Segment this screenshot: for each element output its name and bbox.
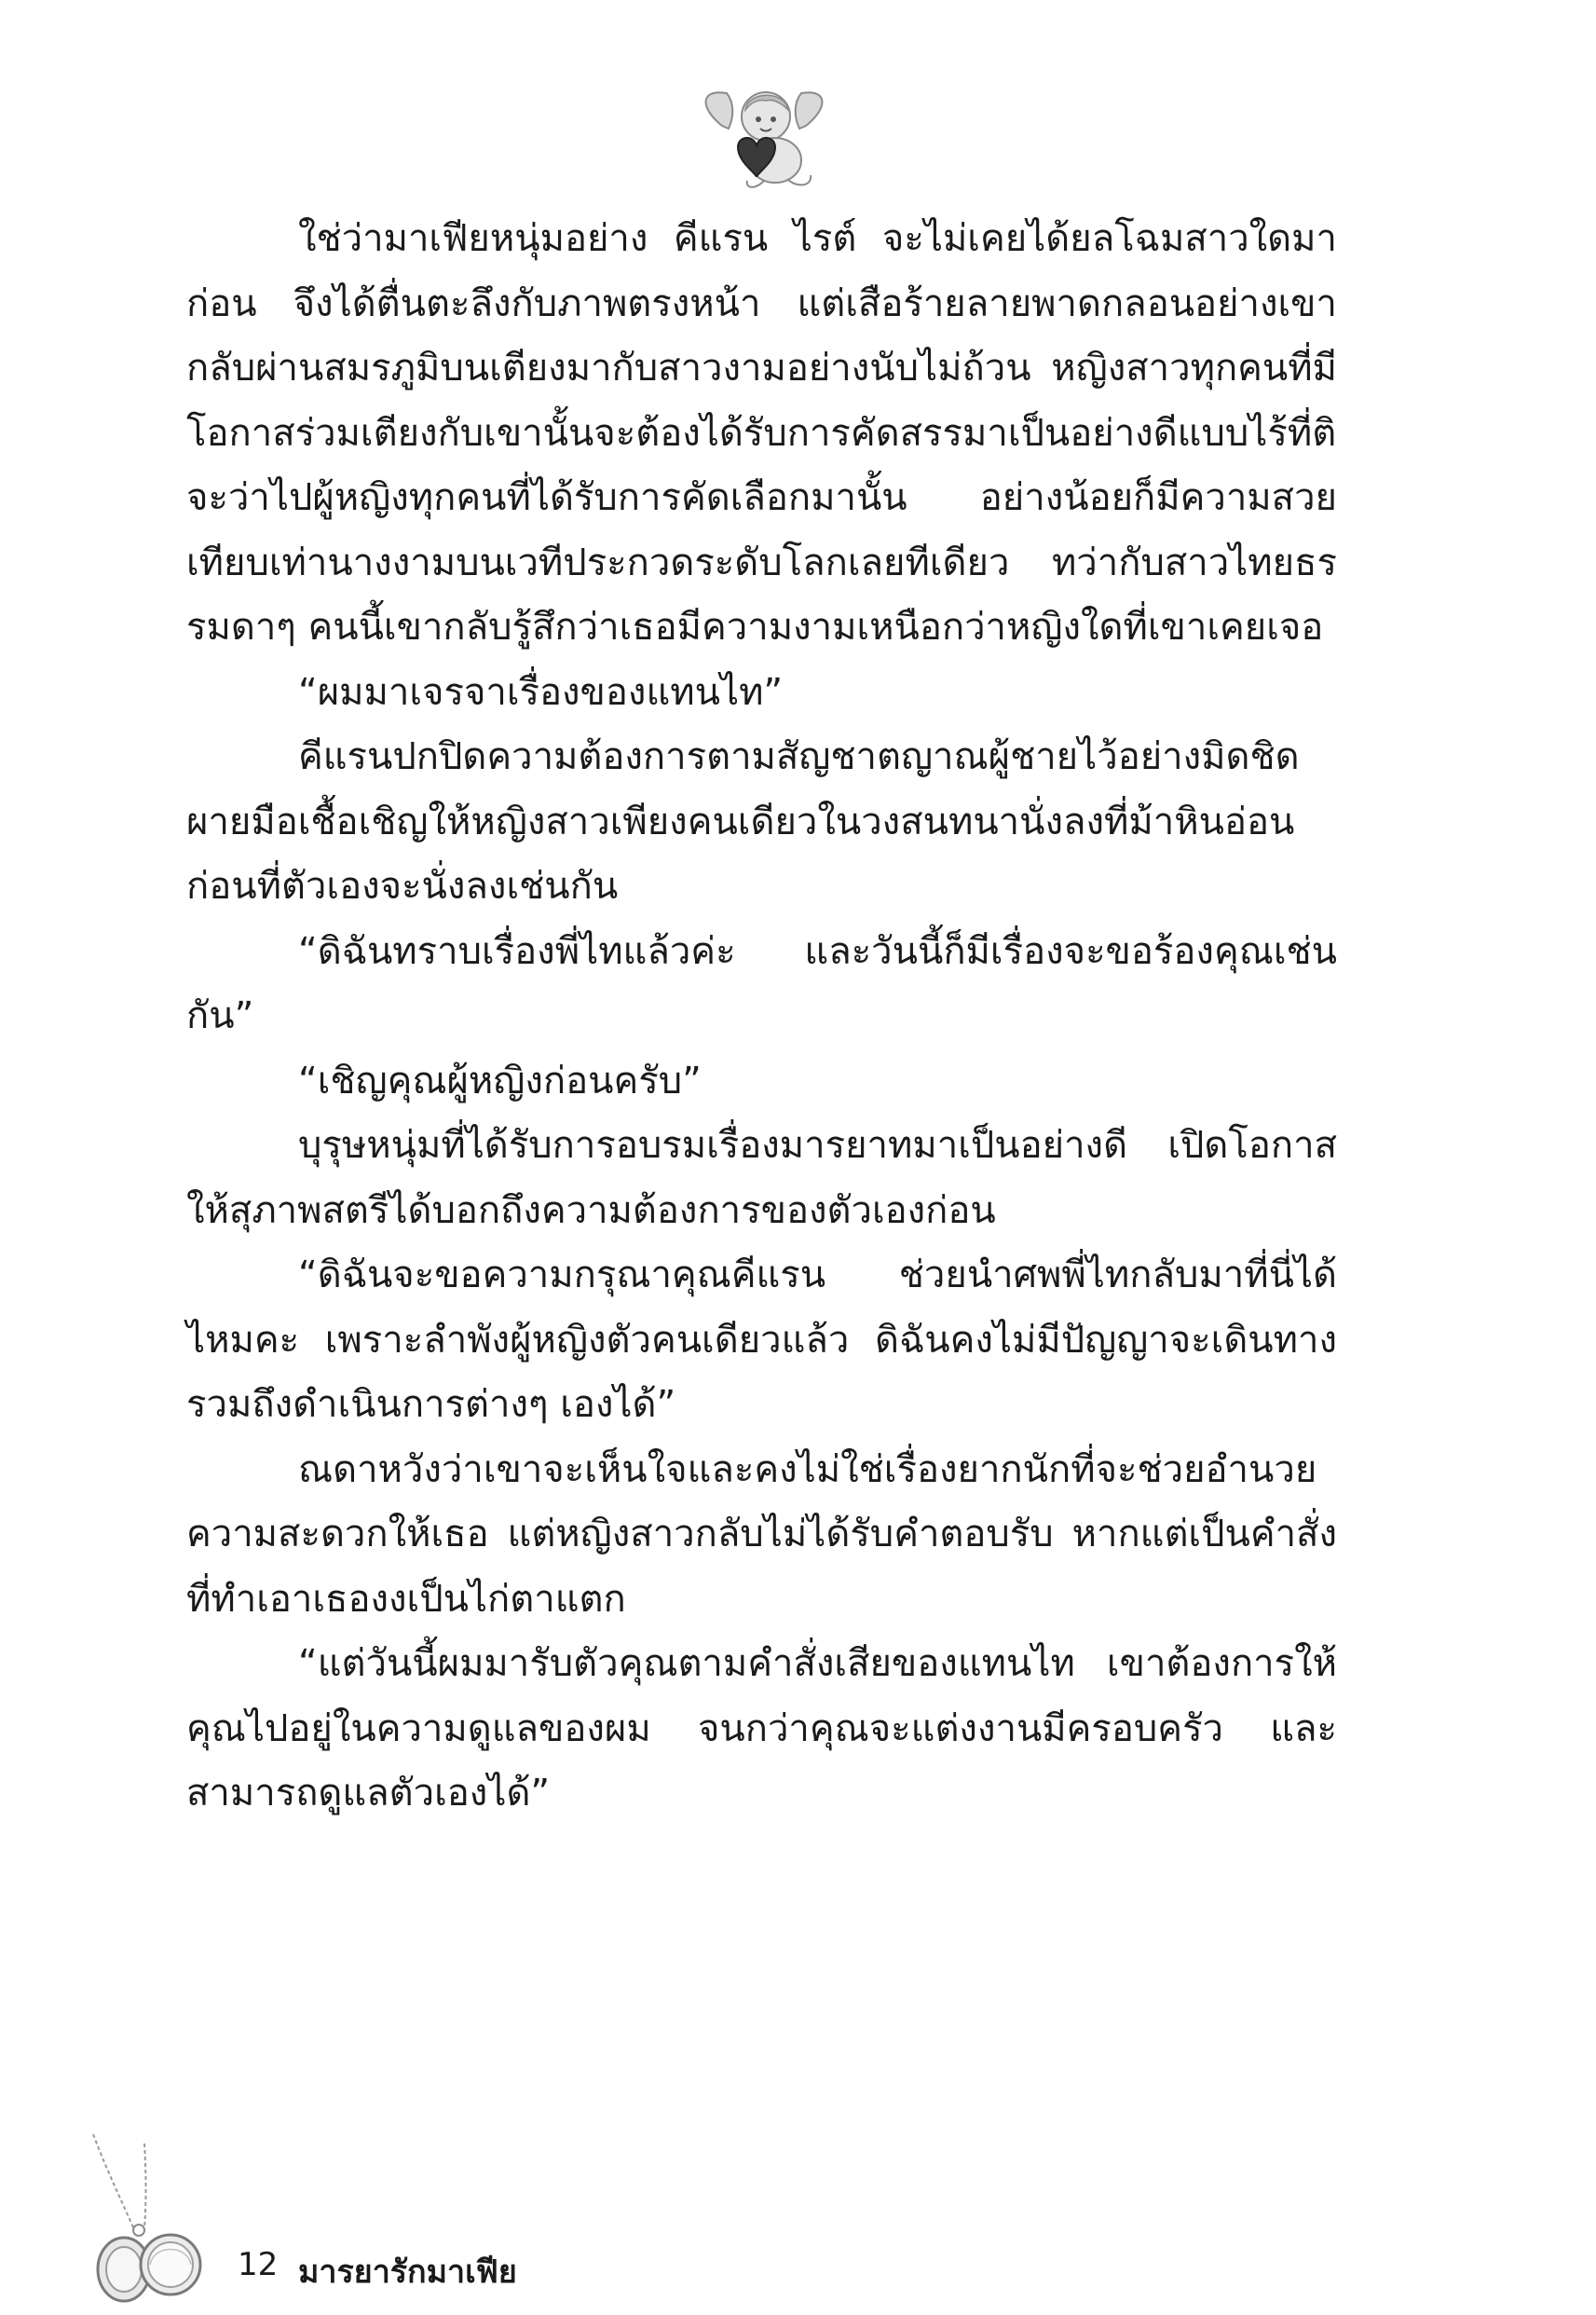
page-number: 12 [238,2246,279,2283]
paragraph: “ดิฉันจะขอความกรุณาคุณคีแรน ช่วยนำศพพี่ไทกลับมาที่นี่ได้ไหมคะ เพราะลำพังผู้หญิงตัวคนเดียวแล้ว ดิฉันคงไม่มีปัญญาจะเดินทางรวมถึงดำเนินการต่างๆ เองได้” [186,1253,1337,1426]
chapter-text [186,207,1337,1827]
paragraph: “ดิฉันทราบเรื่องพี่ไทแล้วค่ะ และวันนี้ก็มีเรื่องจะขอร้องคุณเช่นกัน” [186,929,1337,1037]
cherub-with-heart-icon [689,75,839,196]
paragraph: บุรุษหนุ่มที่ได้รับการอบรมเรื่องมารยาทมาเป็นอย่างดี เปิดโอกาสให้สุภาพสตรีได้บอกถึงความต้องการของตัวเองก่อน [186,1124,1337,1232]
paragraph: ใช่ว่ามาเฟียหนุ่มอย่าง คีแรน ไรต์ จะไม่เคยได้ยลโฉมสาวใดมาก่อน จึงได้ตื่นตะลึงกับภาพตรงหน้า แต่เสือร้ายลายพาดกลอนอย่างเขากลับผ่านสมรภูมิบนเตียงมากับสาวงามอย่างนับไม่ถ้วน หญิงสาวทุกคนที่มีโอกาสร่วมเตียงกับเขานั้นจะต้องได้รับการคัดสรรมาเป็นอย่างดีแบบไร้ที่ติ จะว่าไปผู้หญิงทุกคนที่ได้รับการคัดเลือกมานั้น อย่างน้อยก็มีความสวยเทียบเท่านางงามบนเวทีประกวดระดับโลกเลยทีเดียว ทว่ากับสาวไทยธรรมดาๆ คนนี้เขากลับรู้สึกว่าเธอมีความงามเหนือกว่าหญิงใดที่เขาเคยเจอ [186,217,1337,649]
book-title: มารยารักมาเฟีย [298,2253,517,2291]
locket-pendant-icon [89,2134,228,2311]
paragraph: คีแรนปกปิดความต้องการตามสัญชาตญาณผู้ชายไว้อย่างมิดชิด ผายมือเชื้อเชิญให้หญิงสาวเพียงคนเดียวในวงสนทนานั่งลงที่ม้าหินอ่อนก่อนที่ตัวเองจะนั่งลงเช่นกัน [186,735,1300,908]
paragraph: ณดาหวังว่าเขาจะเห็นใจและคงไม่ใช่เรื่องยากนักที่จะช่วยอำนวยความสะดวกให้เธอ แต่หญิงสาวกลับไม่ได้รับคำตอบรับ หากแต่เป็นคำสั่งที่ทำเอาเธองงเป็นไก่ตาแตก [186,1447,1337,1621]
paragraph: “แต่วันนี้ผมมารับตัวคุณตามคำสั่งเสียของแทนไท เขาต้องการให้คุณไปอยู่ในความดูแลของผม จนกว่าคุณจะแต่งงานมีครอบครัว และสามารถดูแลตัวเองได้” [186,1642,1337,1815]
page-footer [0,2134,1596,2311]
paragraph: “ผมมาเจรจาเรื่องของแทนไท” [298,670,784,714]
paragraph: “เชิญคุณผู้หญิงก่อนครับ” [298,1059,702,1103]
